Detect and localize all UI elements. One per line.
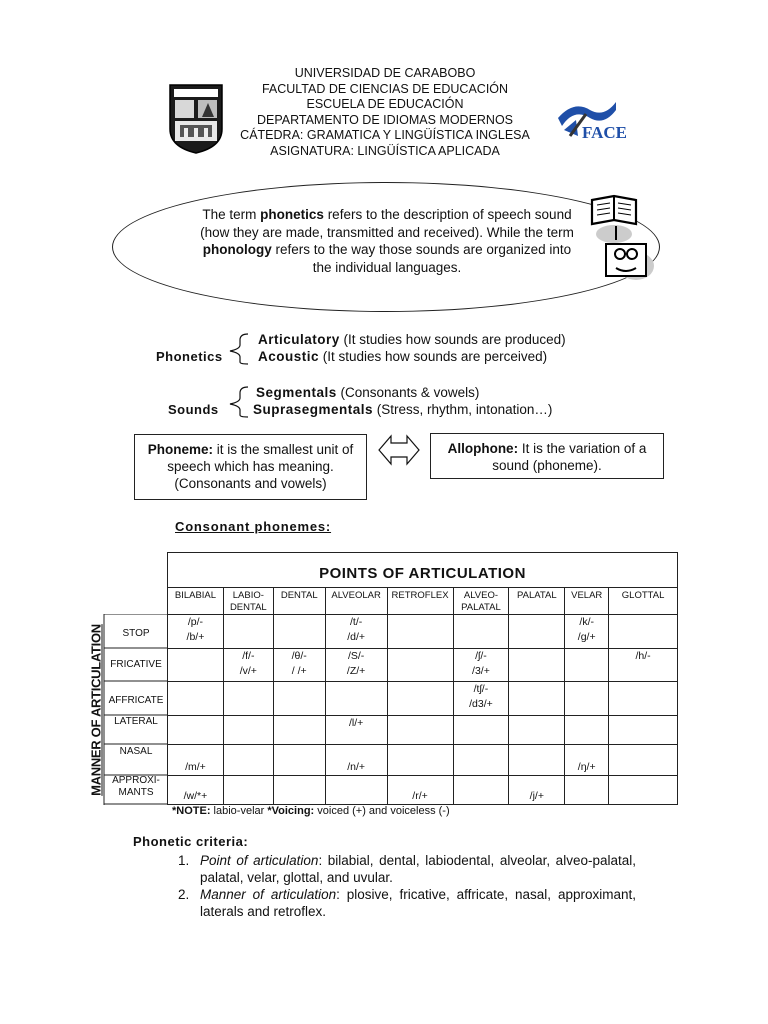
table-cell xyxy=(565,649,609,682)
table-cell xyxy=(168,682,224,716)
consonant-phonemes-title: Consonant phonemes: xyxy=(175,519,332,534)
table-cell xyxy=(223,682,273,716)
table-cell xyxy=(387,745,453,776)
sounds-label: Sounds xyxy=(168,402,219,417)
table-cell xyxy=(565,716,609,745)
table-row xyxy=(168,615,678,649)
row-label: APPROXI- MANTS xyxy=(112,775,160,798)
table-cell xyxy=(325,682,387,716)
table-cell xyxy=(387,716,453,745)
table-cell xyxy=(273,776,325,805)
phoneme-term: Phoneme: xyxy=(147,442,213,457)
table-cell xyxy=(565,682,609,716)
table-cell xyxy=(609,776,678,805)
table-cell xyxy=(223,615,273,649)
table-cell xyxy=(453,776,509,805)
column-header: VELAR xyxy=(565,588,609,615)
column-header-row xyxy=(168,588,678,615)
allophone-desc: It is the variation of a sound (phoneme). xyxy=(492,441,647,473)
table-cell xyxy=(387,682,453,716)
table-cell xyxy=(387,649,453,682)
table-row xyxy=(168,682,678,716)
table-cell: /tʃ/- /d3/+ xyxy=(453,682,509,716)
table-cell xyxy=(223,716,273,745)
voicing-label: *Voicing: xyxy=(267,805,315,817)
note-text: labio-velar xyxy=(210,805,268,817)
table-cell: /θ/- / /+ xyxy=(273,649,325,682)
header-line: ASIGNATURA: LINGÜÍSTICA APLICADA xyxy=(270,143,500,158)
criteria-text: : bilabial, dental, labiodental, alveolar, alveo-palatal, palatal, velar, glottal, and uvular. xyxy=(200,853,636,885)
sounds-item-desc: (Consonants & vowels) xyxy=(336,385,480,400)
definition-text xyxy=(192,206,582,276)
column-header: BILABIAL xyxy=(168,588,224,615)
criteria-label: Point of articulation xyxy=(200,853,319,868)
table-cell: /n/+ xyxy=(325,745,387,776)
points-of-articulation-title xyxy=(168,553,678,588)
sounds-item-term: Suprasegmentals xyxy=(253,402,374,417)
phoneme-desc: it is the smallest unit of speech which has meaning. (Consonants and vowels) xyxy=(167,442,354,491)
table-cell xyxy=(509,745,565,776)
column-header: ALVEO- PALATAL xyxy=(453,588,509,615)
table-cell xyxy=(273,716,325,745)
column-header: GLOTTAL xyxy=(609,588,678,615)
table-cell: /h/- xyxy=(609,649,678,682)
table-cell: /j/+ xyxy=(509,776,565,805)
table-title-text: POINTS OF ARTICULATION xyxy=(319,565,526,582)
table-cell xyxy=(273,615,325,649)
phonetics-item xyxy=(258,332,566,347)
table-cell: /p/- /b/+ xyxy=(168,615,224,649)
row-label: NASAL xyxy=(119,746,153,757)
table-cell xyxy=(273,745,325,776)
column-header: RETROFLEX xyxy=(387,588,453,615)
table-cell xyxy=(509,716,565,745)
phonetics-item-desc: (It studies how sounds are perceived) xyxy=(319,349,548,364)
column-header: ALVEOLAR xyxy=(325,588,387,615)
definition-part: refers to the way those sounds are organized into the individual languages. xyxy=(271,242,572,275)
column-header: PALATAL xyxy=(509,588,565,615)
note-label: *NOTE: xyxy=(172,805,211,817)
allophone-term: Allophone: xyxy=(447,441,519,456)
column-header: DENTAL xyxy=(273,588,325,615)
table-cell: /k/- /g/+ xyxy=(565,615,609,649)
definition-part: refers to the description of speech sound (how they are made, transmitted and received). While the term xyxy=(200,207,574,240)
table-cell xyxy=(453,716,509,745)
table-cell xyxy=(565,776,609,805)
table-cell xyxy=(609,615,678,649)
phonetics-brace xyxy=(226,332,254,366)
phonetics-item-term: Articulatory xyxy=(258,332,340,347)
header-line: CÁTEDRA: GRAMATICA Y LINGÜÍSTICA INGLESA xyxy=(240,128,530,142)
phonetics-item xyxy=(258,349,547,364)
table-cell xyxy=(168,649,224,682)
row-label: STOP xyxy=(122,628,150,639)
table-cell xyxy=(223,745,273,776)
table-row xyxy=(168,776,678,805)
table-cell xyxy=(168,716,224,745)
term-phonetics: phonetics xyxy=(260,207,324,222)
sounds-item-desc: (Stress, rhythm, intonation…) xyxy=(373,402,553,417)
sounds-item xyxy=(253,402,552,417)
table-cell xyxy=(509,615,565,649)
table-cell xyxy=(609,682,678,716)
sounds-brace xyxy=(226,385,254,419)
table-cell xyxy=(509,682,565,716)
column-header: LABIO- DENTAL xyxy=(223,588,273,615)
table-cell: /f/- /v/+ xyxy=(223,649,273,682)
row-label: FRICATIVE xyxy=(110,659,162,670)
header-line: FACULTAD DE CIENCIAS DE EDUCACIÓN xyxy=(261,81,509,96)
table-cell xyxy=(325,776,387,805)
criteria-item xyxy=(178,886,636,920)
criteria-number: 2. xyxy=(178,887,190,902)
term-phonology: phonology xyxy=(202,242,272,257)
manner-label-text: MANNER OF ARTICULATION xyxy=(88,623,104,796)
double-arrow-icon xyxy=(377,432,421,468)
row-label: LATERAL xyxy=(114,716,158,727)
institution-header xyxy=(200,66,570,159)
phoneme-box xyxy=(134,434,367,500)
table-cell xyxy=(273,682,325,716)
face-logo-text: FACE xyxy=(582,123,626,142)
table-cell: /t/- /d/+ xyxy=(325,615,387,649)
criteria-number: 1. xyxy=(178,853,190,868)
row-label: AFFRICATE xyxy=(108,695,164,706)
phonetics-item-term: Acoustic xyxy=(258,349,320,364)
table-cell: /l/+ xyxy=(325,716,387,745)
phonetics-item-desc: (It studies how sounds are produced) xyxy=(339,332,566,347)
sounds-item-term: Segmentals xyxy=(256,385,337,400)
table-cell xyxy=(509,649,565,682)
table-row xyxy=(168,745,678,776)
table-cell xyxy=(609,745,678,776)
phonetic-criteria-title: Phonetic criteria: xyxy=(133,834,249,849)
header-line: UNIVERSIDAD DE CARABOBO xyxy=(294,66,476,80)
table-row xyxy=(168,649,678,682)
table-note xyxy=(172,805,450,817)
table-cell xyxy=(453,745,509,776)
manner-of-articulation-label xyxy=(86,614,106,805)
book-and-reader-icon xyxy=(588,190,658,282)
face-logo xyxy=(556,96,626,146)
table-cell: /r/+ xyxy=(387,776,453,805)
criteria-label: Manner of articulation xyxy=(200,887,337,902)
table-cell: /m/+ xyxy=(168,745,224,776)
table-cell: /ŋ/+ xyxy=(565,745,609,776)
definition-part: The term xyxy=(202,207,261,222)
voicing-text: voiced (+) and voiceless (-) xyxy=(314,805,450,817)
table-cell xyxy=(453,615,509,649)
consonant-table xyxy=(167,552,678,805)
table-cell: /ʃ/- /3/+ xyxy=(453,649,509,682)
table-cell xyxy=(387,615,453,649)
header-line: DEPARTAMENTO DE IDIOMAS MODERNOS xyxy=(256,112,514,127)
criteria-item xyxy=(178,852,636,886)
table-cell xyxy=(223,776,273,805)
table-cell: /w/*+ xyxy=(168,776,224,805)
allophone-box xyxy=(430,433,664,479)
table-cell xyxy=(609,716,678,745)
phonetics-label: Phonetics xyxy=(156,349,223,364)
table-row xyxy=(168,716,678,745)
criteria-text: : plosive, fricative, affricate, nasal, approximant, laterals and retroflex. xyxy=(200,887,636,919)
header-line: ESCUELA DE EDUCACIÓN xyxy=(306,97,464,111)
sounds-item xyxy=(256,385,479,400)
table-cell: /S/- /Z/+ xyxy=(325,649,387,682)
